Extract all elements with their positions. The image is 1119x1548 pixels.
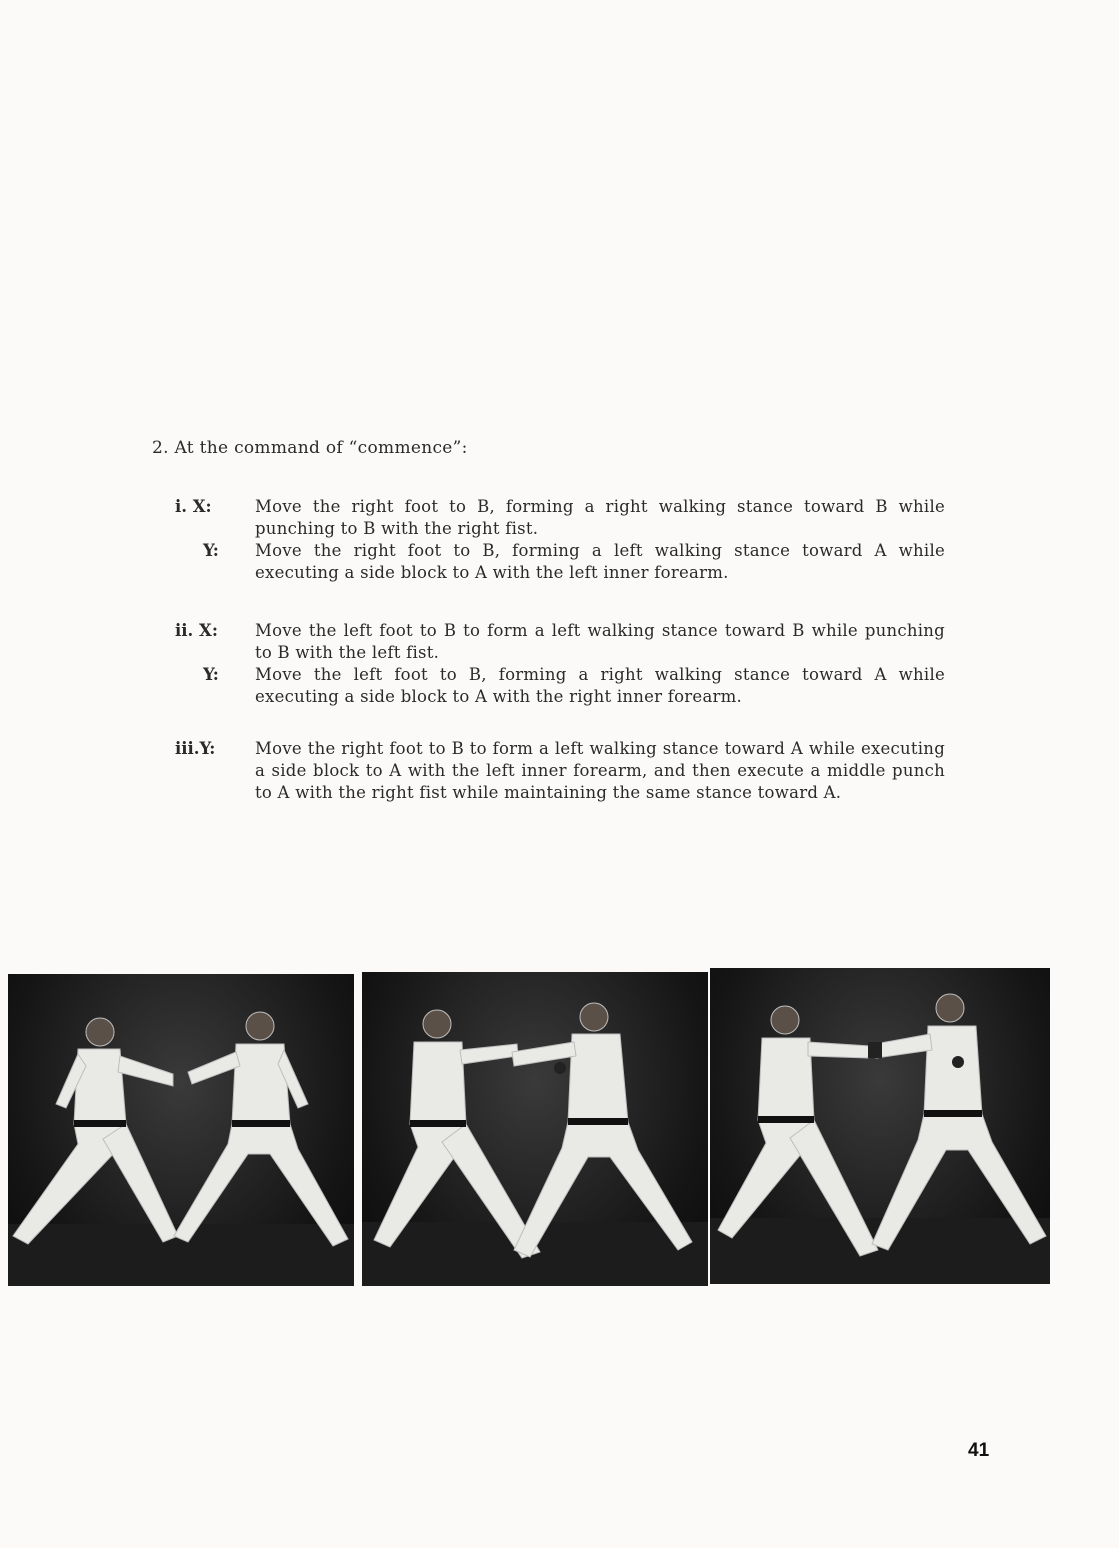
step-ii-x xyxy=(175,620,945,664)
sparring-figures-illustration xyxy=(362,972,708,1286)
sparring-photo-2 xyxy=(362,972,708,1286)
section-heading: 2. At the command of “commence”: xyxy=(152,438,468,458)
sparring-figures-illustration xyxy=(710,968,1050,1284)
step-iii-y xyxy=(175,738,945,804)
step-ii-y xyxy=(175,664,945,708)
sparring-photo-1 xyxy=(8,974,354,1286)
photo-strip xyxy=(8,968,1050,1286)
sparring-figures-illustration xyxy=(8,974,354,1286)
step-label: Y: xyxy=(203,665,219,684)
step-text: Move the right foot to B to form a left walking stance toward A while executing a side block to A with the left inner forearm, and then execute a middle punch to A with the right fist while maintaining the same stance toward A. xyxy=(255,739,945,802)
step-iii xyxy=(175,738,945,804)
step-i-x xyxy=(175,496,945,540)
step-i xyxy=(175,496,945,584)
step-label: Y: xyxy=(203,541,219,560)
step-text: Move the right foot to B, forming a left walking stance toward A while executing a side block to A with the left inner forearm. xyxy=(255,541,945,582)
step-text: Move the left foot to B, forming a right walking stance toward A while executing a side block to A with the right inner forearm. xyxy=(255,665,945,706)
step-i-y xyxy=(175,540,945,584)
step-text: Move the left foot to B to form a left walking stance toward B while punching to B with the left fist. xyxy=(255,621,945,662)
page-number: 41 xyxy=(968,1440,990,1461)
sparring-photo-3 xyxy=(710,968,1050,1284)
step-ii xyxy=(175,620,945,708)
step-label: iii.Y: xyxy=(175,739,216,758)
step-text: Move the right foot to B, forming a right walking stance toward B while punching to B with the right fist. xyxy=(255,497,945,538)
step-label: ii. X: xyxy=(175,621,218,640)
step-label: i. X: xyxy=(175,497,212,516)
